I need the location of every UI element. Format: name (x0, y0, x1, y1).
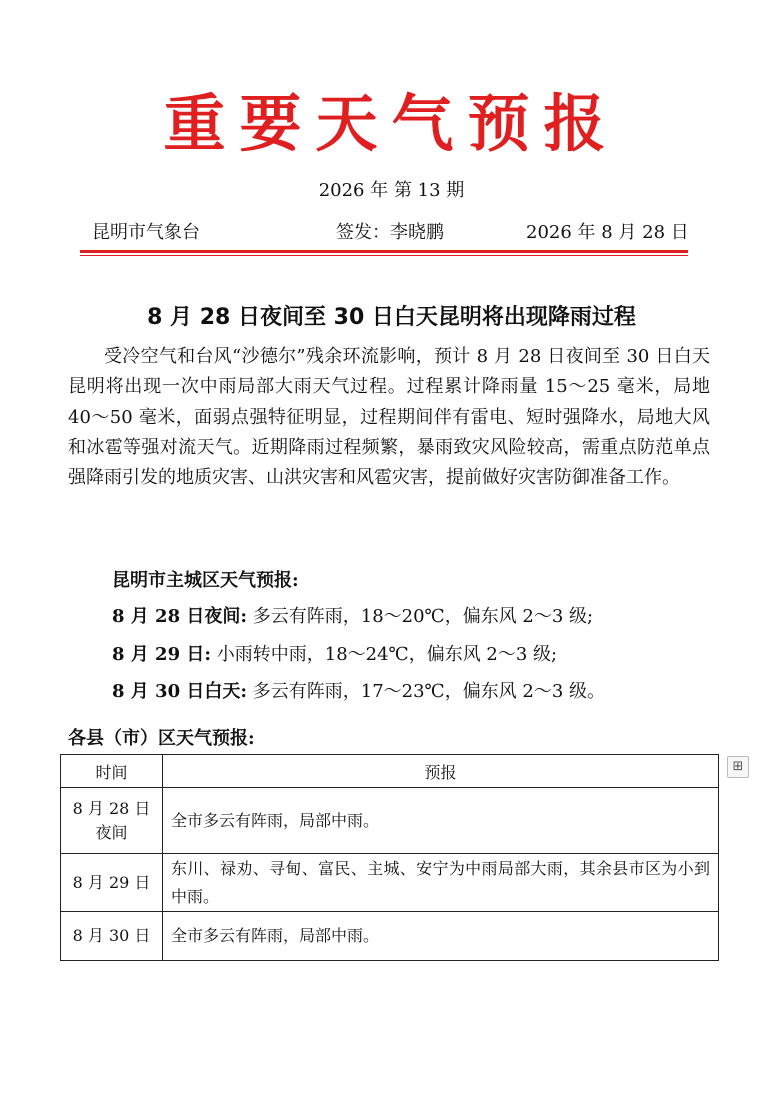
city-forecast-item (112, 640, 557, 670)
forecast-period-label: 8 月 30 日白天: (112, 681, 248, 702)
divider-thin (80, 255, 688, 256)
time-column-header: 时间 (61, 755, 163, 788)
time-cell (61, 854, 163, 912)
time-date: 8 月 30 日 (72, 926, 151, 945)
issuer: 昆明市气象台 (92, 222, 200, 243)
county-forecast-table (60, 754, 719, 961)
forecast-period-text: 多云有阵雨，18～20℃，偏东风 2～3 级; (247, 606, 594, 627)
forecast-period-text: 多云有阵雨，17～23℃，偏东风 2～3 级。 (247, 681, 606, 702)
forecast-cell: 东川、禄劝、寻甸、富民、主城、安宁为中雨局部大雨，其余县市区为小到中雨。 (163, 854, 719, 912)
body-paragraph: 受冷空气和台风“沙德尔”残余环流影响，预计 8 月 28 日夜间至 30 日白天昆明将出现一次中雨局部大雨天气过程。过程累计降雨量 15～25 毫米，局地 40～50 毫米，面弱点强特征明显，过程期间伴有雷电、短时强降水，局地大风和冰雹等强对流天气。近期降雨过程频繁，暴雨致灾风险较高，需重点防范单点强降雨引发的地质灾害、山洪灾害和风雹灾害，提前做好灾害防御准备工作。 (68, 346, 710, 489)
time-cell (61, 788, 163, 854)
forecast-period-text: 小雨转中雨，18～24℃，偏东风 2～3 级; (211, 644, 558, 665)
table-layout-icon[interactable]: ⊞ (727, 756, 749, 778)
forecast-column-header: 预报 (163, 755, 719, 788)
time-period: 夜间 (95, 822, 128, 842)
table-row (61, 788, 719, 854)
time-date: 8 月 29 日 (72, 872, 151, 892)
time-date: 8 月 28 日 (72, 798, 151, 818)
table-row (61, 854, 719, 912)
city-forecast-title: 昆明市主城区天气预报: (112, 570, 299, 591)
forecast-cell: 全市多云有阵雨，局部中雨。 (163, 912, 719, 961)
county-forecast-title: 各县（市）区天气预报: (68, 728, 255, 749)
table-header-row (61, 755, 719, 788)
forecast-period-label: 8 月 28 日夜间: (112, 606, 248, 627)
headline: 8 月 28 日夜间至 30 日白天昆明将出现降雨过程 (147, 305, 636, 330)
issue-number: 2026 年 第 13 期 (318, 180, 465, 201)
masthead-title: 重要天气预报 (163, 87, 620, 160)
issue-date: 2026 年 8 月 28 日 (526, 222, 689, 243)
city-forecast-item (112, 677, 605, 707)
time-cell (61, 912, 163, 961)
forecast-cell: 全市多云有阵雨，局部中雨。 (163, 788, 719, 854)
forecast-period-label: 8 月 29 日: (112, 644, 212, 665)
table-row (61, 912, 719, 961)
city-forecast-item (112, 602, 593, 632)
signer: 签发：李晓鹏 (336, 222, 444, 243)
divider-thick (80, 250, 688, 253)
